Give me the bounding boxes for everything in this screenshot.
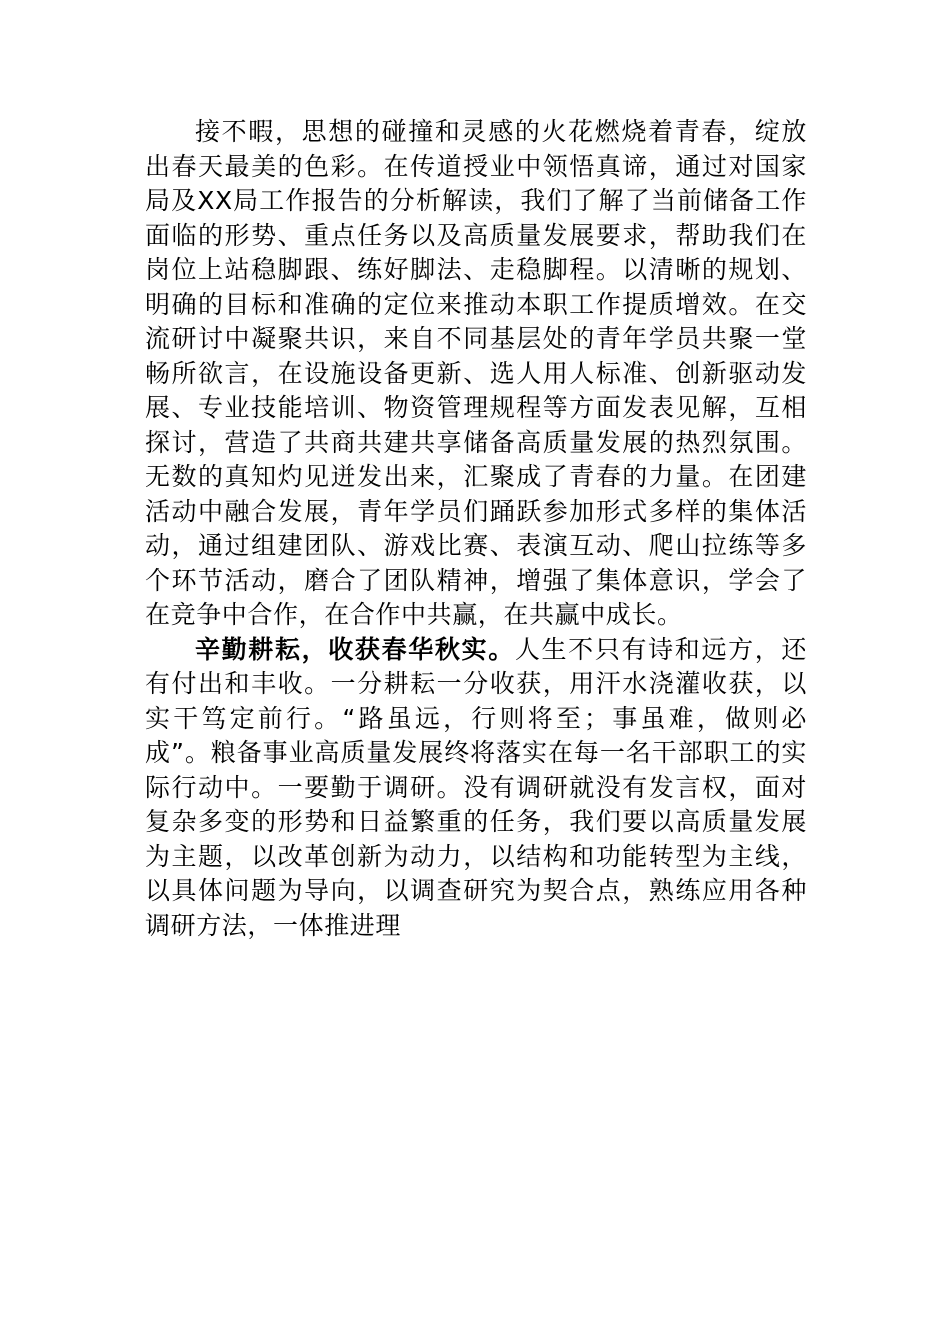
paragraph-1-text: 接不暇，思想的碰撞和灵感的火花燃烧着青春，绽放出春天最美的色彩。在传道授业中领悟真谛，通过对国家局及XX局工作报告的分析解读，我们了解了当前储备工作面临的形势、重点任务以及高质量发展要求，帮助我们在岗位上站稳脚跟、练好脚法、走稳脚程。以清晰的规划、明确的目标和准确的定位来推动本职工作提质增效。在交流研讨中凝聚共识，来自不同基层处的青年学员共聚一堂畅所欲言，在设施设备更新、选人用人标准、创新驱动发展、专业技能培训、物资管理规程等方面发表见解，互相探讨，营造了共商共建共享储备高质量发展的热烈氛围。无数的真知灼见迸发出来，汇聚成了青春的力量。在团建活动中融合发展，青年学员们踊跃参加形式多样的集体活动，通过组建团队、游戏比赛、表演互动、爬山拉练等多个环节活动，磨合了团队精神，增强了集体意识，学会了在竞争中合作，在合作中共赢，在共赢中成长。 [145,117,807,629]
document-body [145,115,807,943]
paragraph-2-text: 人生不只有诗和远方，还有付出和丰收。一分耕耘一分收获，用汗水浇灌收获，以实干笃定前行。“路虽远，行则将至；事虽难，做则必成”。粮备事业高质量发展终将落实在每一名干部职工的实际行动中。一要勤于调研。没有调研就没有发言权，面对复杂多变的形势和日益繁重的任务，我们要以高质量发展为主题，以改革创新为动力，以结构和功能转型为主线，以具体问题为导向，以调查研究为契合点，熟练应用各种调研方法，一体推进理 [145,634,808,940]
paragraph-2-lead: 辛勤耕耘，收获春华秋实。 [195,634,515,664]
paragraph-1 [145,115,807,633]
paragraph-2 [145,633,807,944]
